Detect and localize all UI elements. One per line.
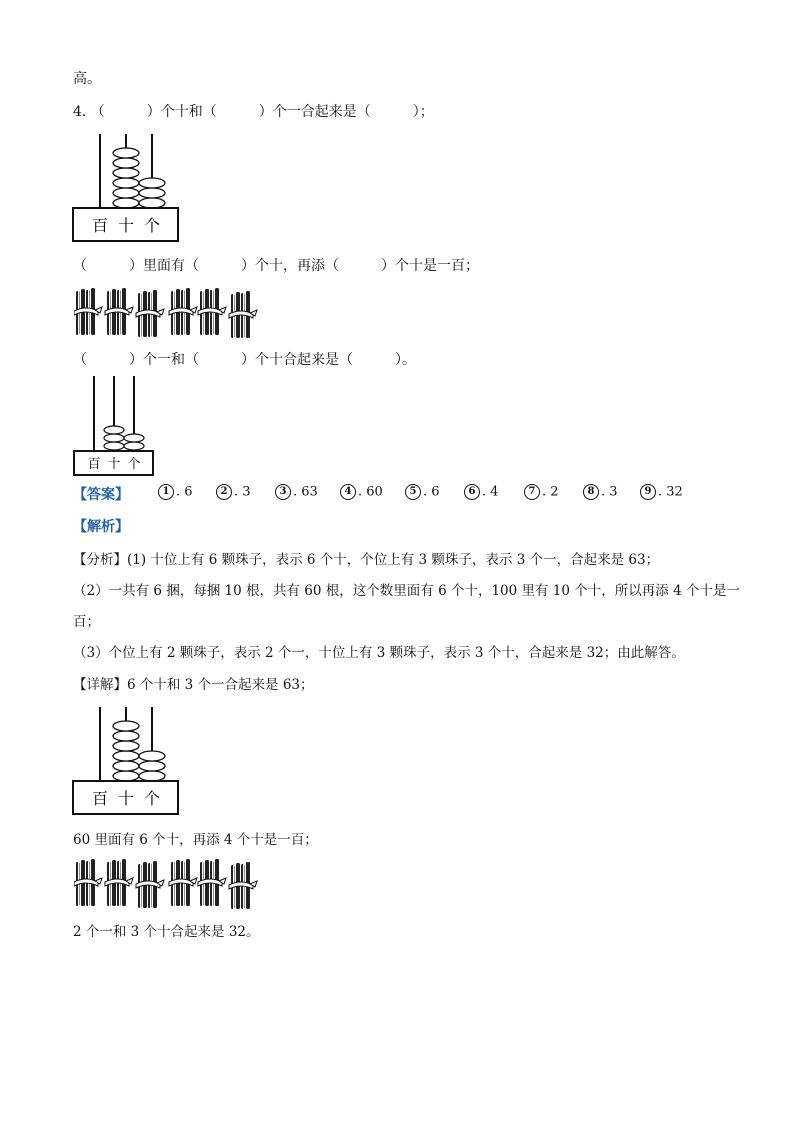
answer-9: 9 . 32 [640, 484, 683, 500]
answer-label: 【答案】 [73, 487, 129, 503]
ones-beads [139, 751, 165, 781]
analysis-2-cont: 百； [73, 614, 100, 630]
label-ones: 个 [143, 216, 161, 235]
answer-7: 7 . 2 [524, 484, 559, 500]
detail-3: 2 个一和 3 个十合起来是 32。 [73, 924, 260, 940]
question-bundles: （ ）里面有（ ）个十，再添（ ）个十是一百； [73, 258, 479, 274]
tens-beads [113, 148, 139, 208]
abacus-figure-1 [70, 130, 185, 245]
detail-1: 【详解】6 个十和 3 个一合起来是 63； [73, 677, 314, 693]
label-hundreds: 百 [91, 789, 109, 808]
label-hundreds: 百 [87, 457, 101, 472]
analysis-2: （2）一共有 6 捆，每捆 10 根，共有 60 根，这个数里面有 6 个十，100 里有 10 个十，所以再添 4 个十是一 [73, 583, 740, 599]
analysis-label: 【解析】 [73, 519, 129, 535]
tens-beads [113, 721, 139, 781]
answer-1: 1 . 6 [158, 484, 193, 500]
sticks-bundles-figure-2 [74, 858, 259, 910]
abacus-figure-2 [72, 374, 157, 478]
sticks-bundles-figure-1 [74, 287, 259, 339]
answer-8: 8 . 3 [583, 484, 618, 500]
answer-2: 2 . 3 [216, 484, 251, 500]
label-tens: 十 [107, 457, 121, 472]
answer-3: 3 . 63 [275, 484, 318, 500]
label-ones: 个 [143, 789, 161, 808]
ones-beads [139, 178, 165, 208]
question-4: 4. （ ）个十和（ ）个一合起来是（ ）； [73, 104, 434, 120]
tens-beads [104, 426, 124, 450]
detail-2: 60 里面有 6 个十，再添 4 个十是一百； [73, 832, 318, 848]
line-continuation: 高。 [73, 71, 101, 87]
ones-beads [124, 434, 144, 450]
answer-6: 6 . 4 [464, 484, 499, 500]
question-abacus-2: （ ）个一和（ ）个十合起来是（ ）。 [73, 352, 416, 368]
abacus-figure-3 [70, 703, 185, 818]
analysis-1: 【分析】(1) 十位上有 6 颗珠子，表示 6 个十，个位上有 3 颗珠子，表示 3 个一，合起来是 63； [73, 552, 660, 568]
analysis-3: （3）个位上有 2 颗珠子，表示 2 个一，十位上有 3 颗珠子，表示 3 个十，合起来是 32；由此解答。 [73, 645, 685, 661]
label-tens: 十 [117, 216, 135, 235]
label-ones: 个 [127, 457, 141, 472]
answer-5: 5 . 6 [405, 484, 440, 500]
label-hundreds: 百 [91, 216, 109, 235]
answer-4: 4 . 60 [340, 484, 383, 500]
label-tens: 十 [117, 789, 135, 808]
